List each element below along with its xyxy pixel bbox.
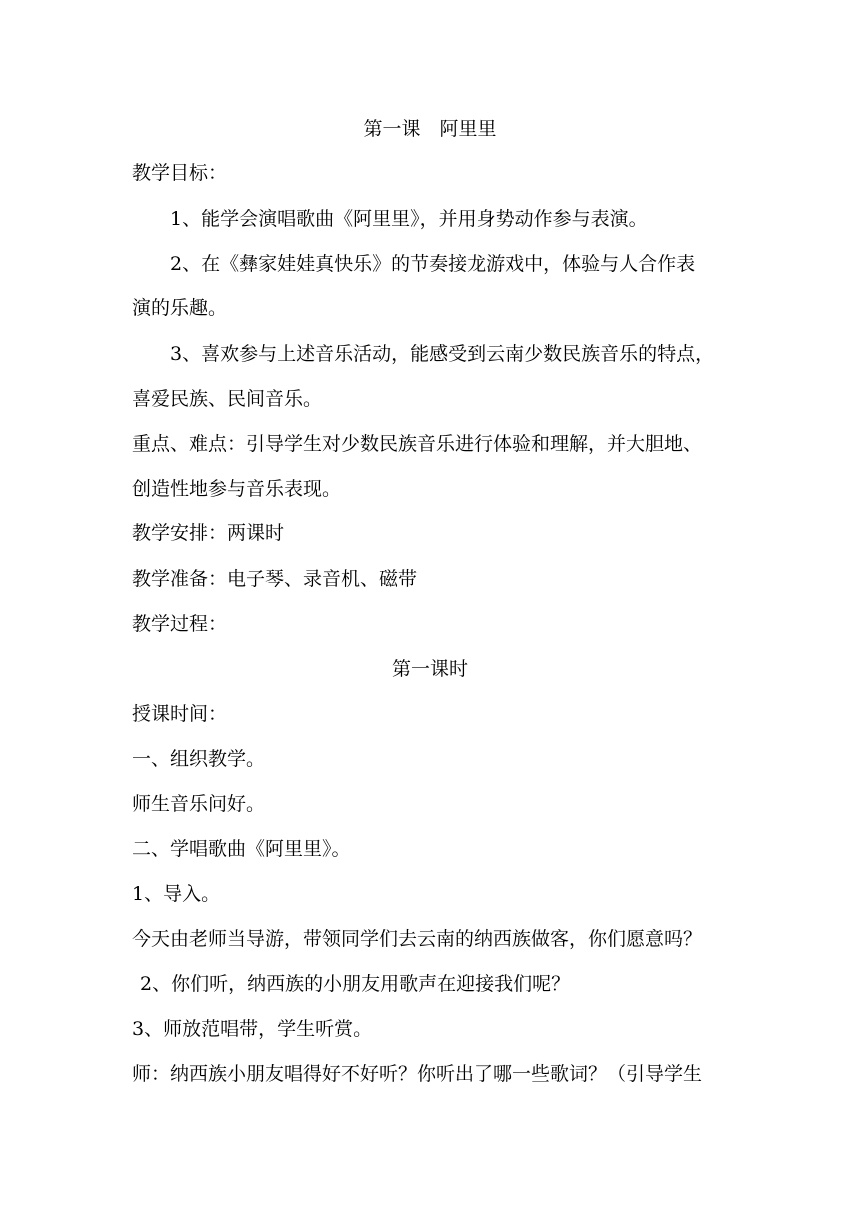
sub-step-1: 1、导入。 <box>132 883 221 905</box>
teaching-time: 授课时间： <box>132 703 228 725</box>
intro-text: 今天由老师当导游，带领同学们去云南的纳西族做客，你们愿意吗？ <box>132 928 703 950</box>
teaching-arrangement: 教学安排：两课时 <box>132 522 285 544</box>
objective-2-line-1: 2、在《彝家娃娃真快乐》的节奏接龙游戏中，体验与人合作表 <box>170 253 696 275</box>
objective-3-line-2: 喜爱民族、民间音乐。 <box>132 388 323 410</box>
process-heading: 教学过程： <box>132 613 228 635</box>
step-1: 一、组织教学。 <box>132 748 266 770</box>
greeting: 师生音乐问好。 <box>132 793 266 815</box>
teacher-question: 师：纳西族小朋友唱得好不好听？你听出了哪一些歌词？（引导学生 <box>132 1063 703 1085</box>
sub-step-2: 2、你们听，纳西族的小朋友用歌声在迎接我们呢？ <box>140 973 571 995</box>
key-points-line-1: 重点、难点：引导学生对少数民族音乐进行体验和理解，并大胆地、 <box>132 433 703 455</box>
teaching-preparation: 教学准备：电子琴、录音机、磁带 <box>132 568 418 590</box>
objective-2-line-2: 演的乐趣。 <box>132 297 228 319</box>
objective-3-line-1: 3、喜欢参与上述音乐活动，能感受到云南少数民族音乐的特点， <box>170 343 715 365</box>
lesson-heading: 第一课时 <box>391 658 468 680</box>
document-title: 第一课 阿里里 <box>363 118 497 140</box>
objectives-heading: 教学目标： <box>132 162 228 184</box>
step-2: 二、学唱歌曲《阿里里》。 <box>132 838 351 860</box>
sub-step-3: 3、师放范唱带，学生听赏。 <box>132 1018 373 1040</box>
key-points-line-2: 创造性地参与音乐表现。 <box>132 478 342 500</box>
objective-1: 1、能学会演唱歌曲《阿里里》，并用身势动作参与表演。 <box>170 208 648 230</box>
